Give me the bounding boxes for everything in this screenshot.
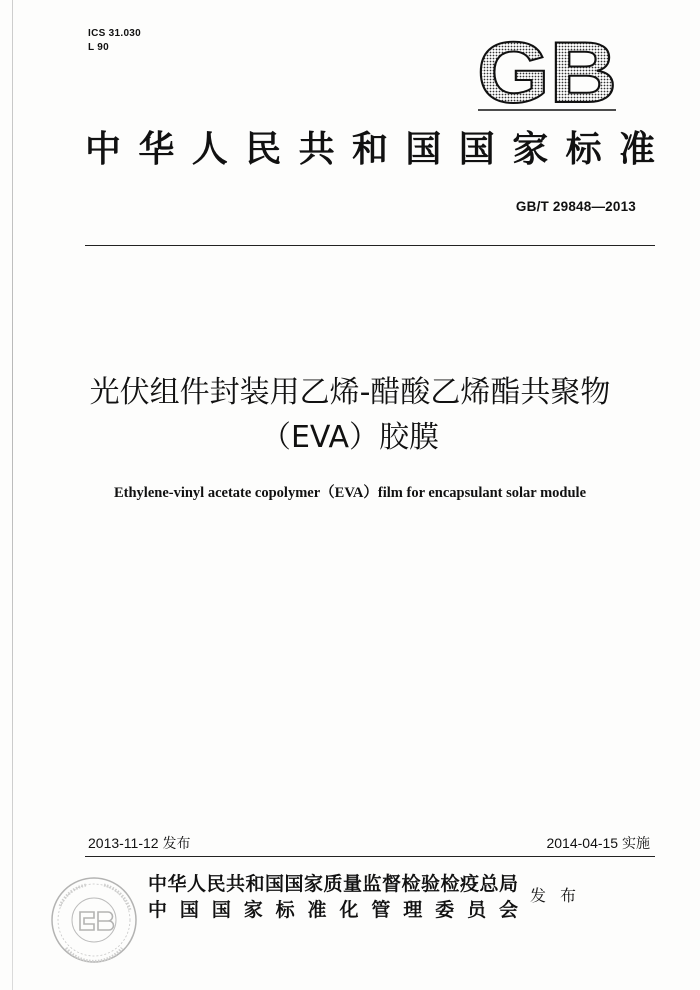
seal-stamp — [46, 866, 142, 970]
standard-number: GB/T 29848—2013 — [515, 199, 636, 214]
title-zh-line-1: 光伏组件封装用乙烯-醋酸乙烯酯共聚物 — [89, 375, 611, 410]
ics-code: ICS 31.030 — [88, 28, 142, 39]
footer-divider — [85, 856, 655, 857]
issue-label: 发布 — [530, 886, 591, 905]
standard-type-heading: 中华人民共和国国家标准 — [85, 128, 655, 170]
issue-date: 2013-11-12 发布 — [88, 835, 191, 851]
ccs-code: L 90 — [88, 42, 110, 53]
issuer-sac: 中国国家标准化管理委员会 — [148, 899, 518, 921]
header-divider — [85, 245, 655, 246]
title-en: Ethylene-vinyl acetate copolymer（EVA）film for encapsulant solar module — [113, 485, 587, 501]
issuer-aqsiq: 中华人民共和国国家质量监督检验检疫总局 — [148, 873, 518, 895]
gb-logo — [474, 36, 620, 114]
title-zh-line-2: （EVA）胶膜 — [260, 420, 440, 455]
gb-logo-lettering: GB — [477, 36, 617, 114]
implementation-date: 2014-04-15 实施 — [546, 835, 650, 851]
